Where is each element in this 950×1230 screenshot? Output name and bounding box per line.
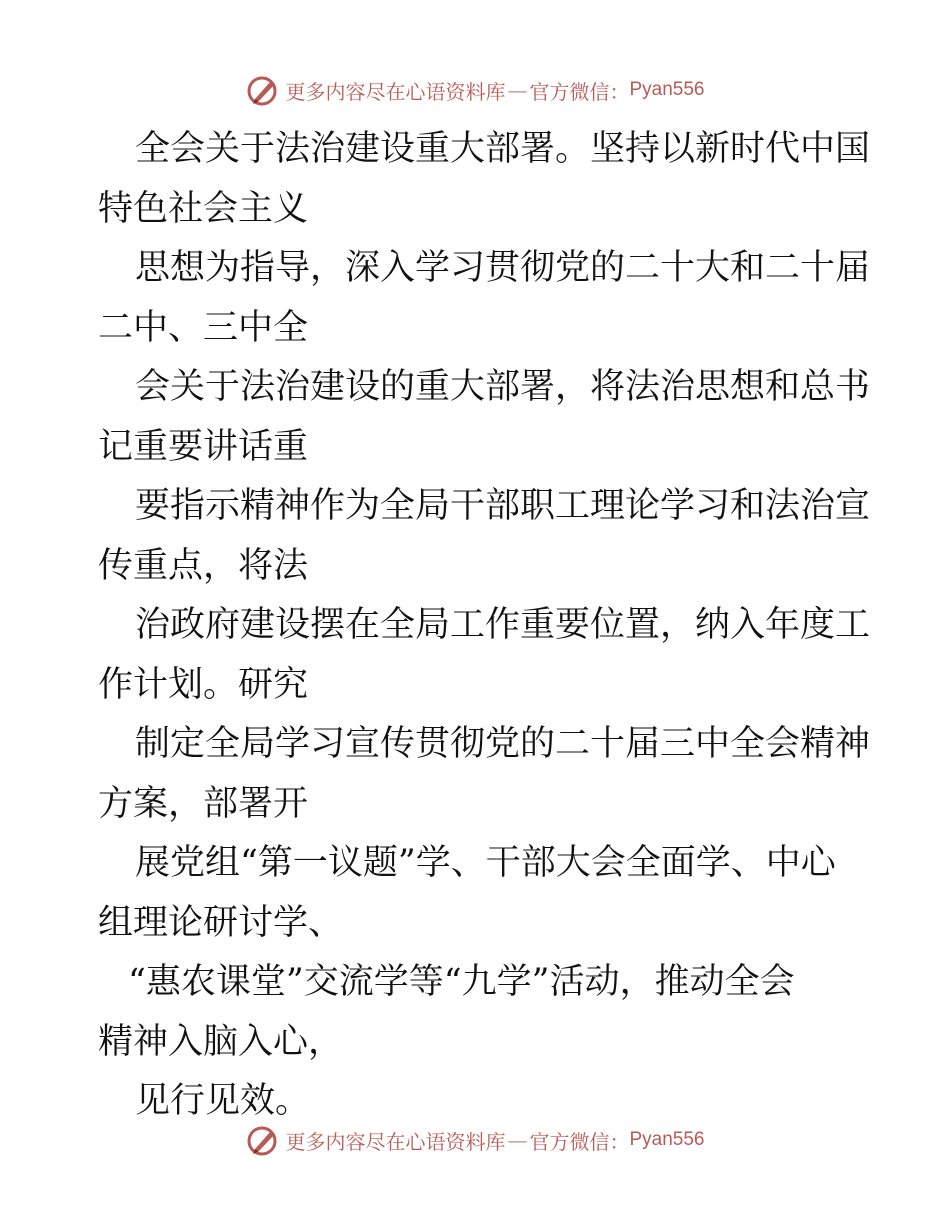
watermark-separator: — [507, 1128, 528, 1152]
watermark-contact-label: 官方微信： [529, 79, 630, 104]
text-line: 作计划。研究 [98, 664, 309, 705]
paragraph [98, 596, 871, 715]
paragraph [98, 834, 858, 953]
text-line: 思想为指导，深入学习贯彻党的二十大和二十届 [135, 248, 871, 288]
watermark-contact-label: 官方微信： [529, 1129, 630, 1154]
text-line: 会关于法治建设的重大部署，将法治思想和总书 [135, 367, 871, 407]
paragraph [98, 239, 871, 358]
text-line: 治政府建设摆在全局工作重要位置，纳入年度工 [135, 605, 871, 645]
text-line: 组理论研讨学、 [98, 902, 344, 943]
text-line: 记重要讲话重 [98, 426, 309, 467]
text-line: 展党组“第一议题”学、干部大会全面学、中心 [135, 843, 836, 883]
text-line: 传重点，将法 [98, 545, 309, 586]
text-line: “惠农课堂”交流学等“九学”活动，推动全会 [128, 962, 795, 1002]
paragraph [98, 358, 871, 477]
watermark-footer [0, 1120, 950, 1160]
watermark-header [0, 70, 950, 110]
text-line: 要指示精神作为全局干部职工理论学习和法治宣 [135, 486, 871, 526]
document-body [98, 120, 871, 1132]
text-line: 制定全局学习宣传贯彻党的二十届三中全会精神 [135, 724, 871, 764]
paragraph [98, 953, 858, 1072]
watermark-text: 更多内容尽在心语资料库 [285, 1129, 506, 1154]
text-line: 方案，部署开 [98, 783, 309, 824]
text-line: 全会关于法治建设重大部署。坚持以新时代中国 [135, 129, 871, 169]
paragraph [98, 715, 871, 834]
paragraph [98, 477, 871, 596]
text-line: 见行见效。 [135, 1081, 311, 1121]
text-line: 精神入脑入心， [98, 1021, 344, 1062]
text-line: 二中、三中全 [98, 307, 309, 348]
watermark-contact-id: Pyan556 [629, 1129, 705, 1150]
watermark-separator: — [507, 78, 528, 102]
paragraph [98, 120, 871, 239]
watermark-contact-id: Pyan556 [629, 79, 705, 100]
pen-logo-icon [245, 1122, 281, 1158]
pen-logo-icon [245, 72, 281, 108]
watermark-text: 更多内容尽在心语资料库 [285, 79, 506, 104]
text-line: 特色社会主义 [98, 188, 309, 229]
